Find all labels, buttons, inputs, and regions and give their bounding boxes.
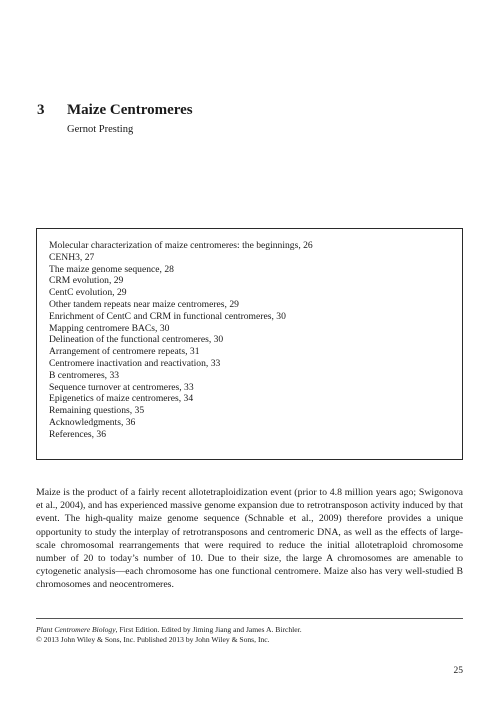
contents-item: Remaining questions, 35 <box>49 405 145 417</box>
contents-item: CENH3, 27 <box>49 251 95 263</box>
edition-text: , First Edition. Edited by Jiming Jiang and James A. Birchler. <box>115 625 302 634</box>
contents-item: CentC evolution, 29 <box>49 287 127 299</box>
page-number: 25 <box>453 666 463 676</box>
contents-list <box>37 229 462 441</box>
contents-item: Delineation of the functional centromeres, 30 <box>49 334 224 346</box>
publication-footnote <box>36 625 463 645</box>
copyright-line: © 2013 John Wiley & Sons, Inc. Published 2013 by John Wiley & Sons, Inc. <box>36 635 270 644</box>
footer-divider <box>36 618 463 619</box>
contents-item: The maize genome sequence, 28 <box>49 263 174 275</box>
contents-item: Acknowledgments, 36 <box>49 416 136 428</box>
intro-paragraph: Maize is the product of a fairly recent allotetraploidization event (prior to 4.8 million years ago; Swigonova et al., 2004), and has experienced massive genome expansion due to retrotransposon activity induced by that event. The high-quality maize genome sequence (Schnable et al., 2009) therefore provides a unique opportunity to study the interplay of retrotransposons and centromeric DNA, as well as the effects of large-scale chromosomal rearrangements that were required to reduce the initial allotetraploid chromosome number of 20 to today’s number of 10. Due to their size, the large A chromosomes are amenable to cytogenetic analysis—each chromosome has one functional centromere. Maize also has very well-studied B chromosomes and neocentromeres. <box>36 487 463 591</box>
contents-item: Molecular characterization of maize centromeres: the beginnings, 26 <box>49 240 313 251</box>
contents-item: B centromeres, 33 <box>49 369 120 381</box>
contents-item: References, 36 <box>49 428 107 440</box>
contents-item: Centromere inactivation and reactivation, 33 <box>49 357 221 369</box>
contents-item: Arrangement of centromere repeats, 31 <box>49 346 200 358</box>
chapter-author: Gernot Presting <box>67 124 134 135</box>
book-credit-line <box>36 625 463 635</box>
chapter-heading <box>37 102 193 119</box>
contents-item: Other tandem repeats near maize centromeres, 29 <box>49 298 239 310</box>
contents-item: Epigenetics of maize centromeres, 34 <box>49 393 194 405</box>
contents-item: Mapping centromere BACs, 30 <box>49 322 170 334</box>
contents-item: Sequence turnover at centromeres, 33 <box>49 381 194 393</box>
chapter-contents-box <box>36 228 463 460</box>
chapter-title: Maize Centromeres <box>67 102 193 118</box>
book-title: Plant Centromere Biology <box>36 625 116 634</box>
contents-item: Enrichment of CentC and CRM in functional centromeres, 30 <box>49 310 286 322</box>
chapter-number: 3 <box>37 102 45 118</box>
contents-item: CRM evolution, 29 <box>49 275 124 287</box>
